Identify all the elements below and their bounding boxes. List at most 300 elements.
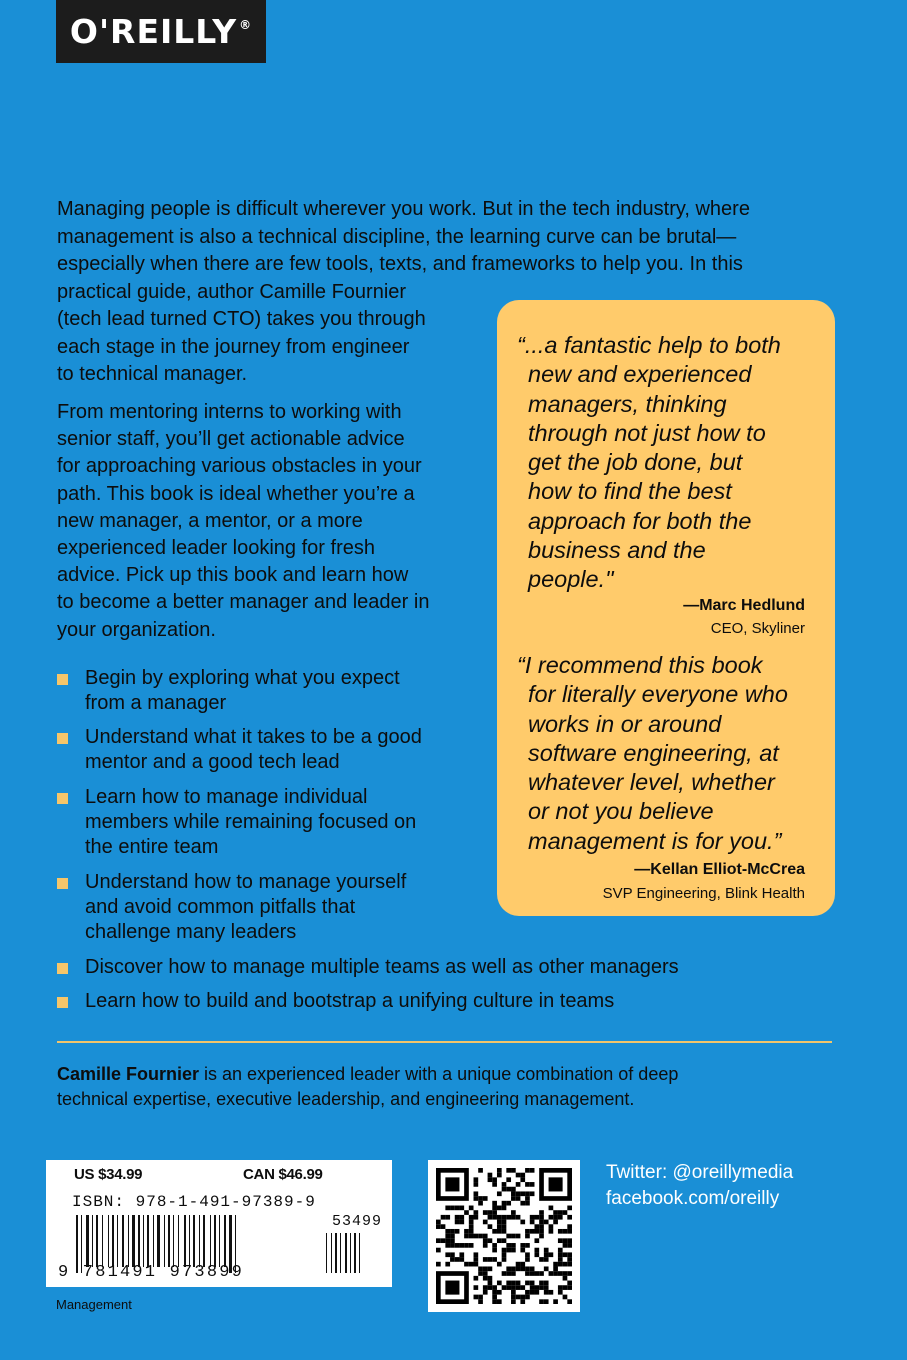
qr-module (506, 1266, 511, 1271)
qr-module (483, 1266, 488, 1271)
qr-module (483, 1196, 488, 1201)
qr-module (534, 1252, 539, 1257)
qr-module (464, 1243, 469, 1248)
description-line: new manager, a mentor, or a more (57, 509, 363, 532)
qr-module (567, 1281, 572, 1286)
bullet-square-icon (57, 793, 68, 804)
qr-module (520, 1177, 525, 1182)
qr-module (497, 1238, 502, 1243)
qr-module (497, 1168, 502, 1173)
barcode-bar (128, 1215, 129, 1267)
qr-module (563, 1271, 568, 1276)
qr-module (530, 1290, 535, 1295)
intro-line: Managing people is difficult wherever you work. But in the tech industry, where (57, 198, 750, 220)
qr-module (455, 1206, 460, 1211)
qr-module (544, 1266, 549, 1271)
qr-module (539, 1257, 544, 1262)
quote-line: “I recommend this book (517, 652, 763, 678)
qr-module (488, 1224, 493, 1229)
qr-module (567, 1252, 572, 1257)
qr-module (445, 1238, 450, 1243)
qr-module (530, 1215, 535, 1220)
qr-module (525, 1182, 530, 1187)
qr-module (558, 1257, 563, 1262)
description-line: your organization. (57, 618, 216, 641)
list-item-line: Understand how to manage yourself (85, 871, 407, 893)
qr-module (502, 1285, 507, 1290)
barcode-addon-bar (326, 1233, 327, 1273)
qr-module (474, 1257, 479, 1262)
qr-module (511, 1290, 516, 1295)
qr-module (483, 1220, 488, 1225)
qr-module (441, 1215, 446, 1220)
qr-module (478, 1234, 483, 1239)
qr-module (511, 1168, 516, 1173)
qr-module (478, 1196, 483, 1201)
barcode-bar (219, 1215, 220, 1267)
list-item-line: the entire team (85, 836, 219, 858)
qr-module (492, 1229, 497, 1234)
barcode-addon-bar (331, 1233, 332, 1273)
description-line: experienced leader looking for fresh (57, 537, 375, 560)
bullet-square-icon (57, 963, 68, 974)
intro-line: management is also a technical discipline, the learning curve can be brutal— (57, 225, 737, 248)
quote-line: for literally everyone who (528, 681, 788, 708)
qr-module (502, 1224, 507, 1229)
qr-module (441, 1238, 446, 1243)
qr-module (525, 1257, 530, 1262)
qr-module (436, 1238, 441, 1243)
qr-module (502, 1206, 507, 1211)
list-item-line: Learn how to manage individual (85, 786, 368, 808)
qr-module (502, 1248, 507, 1253)
qr-module (436, 1224, 441, 1229)
registered-mark: ® (239, 17, 253, 32)
qr-module (464, 1210, 469, 1215)
qr-module (459, 1206, 464, 1211)
qr-module (445, 1215, 450, 1220)
qr-module (511, 1191, 516, 1196)
qr-module (516, 1182, 521, 1187)
qr-module (497, 1262, 502, 1267)
qr-finder-center (445, 1177, 459, 1191)
qr-module (506, 1271, 511, 1276)
list-item-line: from a manager (85, 692, 227, 714)
qr-module (558, 1271, 563, 1276)
intro-line: practical guide, author Camille Fournier (57, 280, 407, 303)
qr-module (511, 1271, 516, 1276)
barcode-bar (157, 1215, 160, 1267)
qr-module (530, 1266, 535, 1271)
qr-module (459, 1252, 464, 1257)
barcode-addon-bar (354, 1233, 356, 1273)
barcode-bar (184, 1215, 186, 1267)
qr-module (553, 1299, 558, 1304)
qr-module (492, 1210, 497, 1215)
qr-module (506, 1285, 511, 1290)
quote-line: software engineering, at (528, 739, 779, 766)
qr-module (488, 1281, 493, 1286)
qr-module (492, 1182, 497, 1187)
intro-line: each stage in the journey from engineer (57, 335, 410, 358)
qr-module (567, 1224, 572, 1229)
qr-module (511, 1243, 516, 1248)
qr-module (549, 1206, 554, 1211)
qr-module (525, 1234, 530, 1239)
qr-module (441, 1224, 446, 1229)
barcode-bar (214, 1215, 216, 1267)
description-line: advice. Pick up this book and learn how (57, 564, 409, 587)
qr-module (511, 1285, 516, 1290)
list-item-line: Begin by exploring what you expect (85, 667, 400, 689)
qr-module (506, 1168, 511, 1173)
intro-line: (tech lead turned CTO) takes you through (57, 308, 426, 330)
qr-module (530, 1281, 535, 1286)
category-label: Management (56, 1297, 132, 1312)
qr-module (497, 1299, 502, 1304)
qr-module (530, 1220, 535, 1225)
qr-module (445, 1206, 450, 1211)
qr-module (497, 1215, 502, 1220)
quote-line: get the job done, but (528, 449, 743, 476)
qr-module (516, 1173, 521, 1178)
qr-module (544, 1285, 549, 1290)
qr-module (506, 1248, 511, 1253)
barcode-addon-bar (340, 1233, 341, 1273)
qr-module (558, 1252, 563, 1257)
barcode-bar (108, 1215, 109, 1267)
description-line: for approaching various obstacles in your (57, 455, 422, 478)
qr-module (520, 1299, 525, 1304)
qr-module (478, 1295, 483, 1300)
qr-module (534, 1271, 539, 1276)
qr-module (525, 1290, 530, 1295)
qr-module (488, 1238, 493, 1243)
quote-author-title: CEO, Skyliner (710, 620, 805, 637)
qr-module (516, 1234, 521, 1239)
qr-module (534, 1215, 539, 1220)
qr-module (534, 1238, 539, 1243)
qr-module (553, 1266, 558, 1271)
qr-module (497, 1281, 502, 1286)
qr-module (553, 1210, 558, 1215)
qr-module (530, 1191, 535, 1196)
barcode-bar (86, 1215, 89, 1267)
qr-module (478, 1299, 483, 1304)
qr-module (530, 1285, 535, 1290)
quote-line: approach for both the (528, 507, 752, 534)
qr-module (525, 1201, 530, 1206)
testimonial-quote (517, 651, 817, 856)
qr-module (539, 1285, 544, 1290)
qr-module (549, 1224, 554, 1229)
qr-module (506, 1243, 511, 1248)
qr-module (567, 1262, 572, 1267)
list-item-line: Discover how to manage multiple teams as well as other managers (85, 956, 679, 978)
qr-module (450, 1252, 455, 1257)
qr-module (492, 1201, 497, 1206)
qr-module (502, 1215, 507, 1220)
intro-line: to technical manager. (57, 363, 248, 385)
qr-module (563, 1229, 568, 1234)
qr-module (520, 1266, 525, 1271)
divider (57, 1041, 832, 1043)
author-bio-text: is an experienced leader with a unique combination of deep (199, 1064, 679, 1084)
qr-module (492, 1206, 497, 1211)
qr-module (525, 1196, 530, 1201)
qr-module (445, 1234, 450, 1239)
qr-module (567, 1285, 572, 1290)
qr-module (474, 1234, 479, 1239)
qr-module (544, 1299, 549, 1304)
qr-module (474, 1276, 479, 1281)
qr-module (525, 1252, 530, 1257)
qr-module (544, 1257, 549, 1262)
description-line: to become a better manager and leader in (57, 591, 430, 614)
qr-module (478, 1271, 483, 1276)
barcode-addon-digits: 53499 (332, 1213, 383, 1230)
qr-module (492, 1299, 497, 1304)
qr-module (530, 1271, 535, 1276)
qr-finder-center (445, 1281, 459, 1295)
qr-module (502, 1220, 507, 1225)
qr-module (506, 1234, 511, 1239)
qr-module (558, 1215, 563, 1220)
barcode-addon-bar (359, 1233, 360, 1273)
qr-module (525, 1271, 530, 1276)
qr-module (567, 1238, 572, 1243)
qr-module (544, 1281, 549, 1286)
quote-author: —Marc Hedlund (683, 597, 805, 614)
barcode-bar (224, 1215, 226, 1267)
list-item-line: challenge many leaders (85, 921, 297, 943)
qr-module (516, 1295, 521, 1300)
qr-module (450, 1229, 455, 1234)
qr-module (539, 1299, 544, 1304)
barcode-bar (132, 1215, 135, 1267)
barcode-addon-bar (345, 1233, 347, 1273)
qr-module (497, 1229, 502, 1234)
barcode-bar (117, 1215, 118, 1267)
qr-module (520, 1262, 525, 1267)
qr-module (563, 1238, 568, 1243)
qr-module (455, 1243, 460, 1248)
qr-module (478, 1201, 483, 1206)
qr-module (539, 1234, 544, 1239)
description-line: path. This book is ideal whether you’re a (57, 482, 415, 505)
qr-module (553, 1262, 558, 1267)
qr-module (474, 1252, 479, 1257)
barcode-bar (92, 1215, 93, 1267)
qr-module (474, 1285, 479, 1290)
qr-module (511, 1248, 516, 1253)
qr-module (516, 1191, 521, 1196)
logo-text: O'REILLY (69, 12, 238, 51)
qr-module (474, 1262, 479, 1267)
qr-module (469, 1243, 474, 1248)
quote-line: business and the (528, 537, 706, 564)
qr-module (520, 1285, 525, 1290)
barcode-bar (153, 1215, 154, 1267)
qr-module (549, 1271, 554, 1276)
qr-module (445, 1243, 450, 1248)
qr-module (497, 1173, 502, 1178)
qr-module (520, 1191, 525, 1196)
qr-module (506, 1215, 511, 1220)
barcode-bar (122, 1215, 124, 1267)
bullet-square-icon (57, 878, 68, 889)
qr-module (534, 1290, 539, 1295)
qr-module (502, 1252, 507, 1257)
qr-module (516, 1215, 521, 1220)
barcode-bar (178, 1215, 179, 1267)
qr-module (520, 1295, 525, 1300)
qr-module (567, 1257, 572, 1262)
qr-module (534, 1224, 539, 1229)
qr-module (450, 1206, 455, 1211)
quote-line: new and experienced (528, 361, 752, 388)
barcode-bar (138, 1215, 140, 1267)
description-line: From mentoring interns to working with (57, 401, 402, 423)
price-us: US $34.99 (74, 1166, 143, 1183)
qr-module (497, 1290, 502, 1295)
qr-module (492, 1243, 497, 1248)
qr-module (549, 1290, 554, 1295)
qr-module (488, 1177, 493, 1182)
qr-module (567, 1206, 572, 1211)
qr-module (520, 1201, 525, 1206)
qr-module (553, 1220, 558, 1225)
qr-module (530, 1229, 535, 1234)
barcode-bar (189, 1215, 190, 1267)
quote-author: —Kellan Elliot-McCrea (634, 861, 805, 878)
qr-module (516, 1196, 521, 1201)
qr-module (445, 1229, 450, 1234)
qr-module (474, 1196, 479, 1201)
qr-module (511, 1215, 516, 1220)
qr-module (436, 1248, 441, 1253)
qr-module (459, 1215, 464, 1220)
qr-module (539, 1224, 544, 1229)
qr-module (516, 1262, 521, 1267)
qr-module (563, 1276, 568, 1281)
qr-module (455, 1257, 460, 1262)
qr-module (483, 1210, 488, 1215)
qr-module (488, 1173, 493, 1178)
qr-module (516, 1266, 521, 1271)
qr-module (539, 1210, 544, 1215)
qr-module (474, 1295, 479, 1300)
intro-line: especially when there are few tools, texts, and frameworks to help you. In this (57, 253, 743, 275)
bullet-square-icon (57, 997, 68, 1008)
quote-line: how to find the best (528, 478, 732, 505)
quote-author-title: SVP Engineering, Blink Health (602, 885, 805, 902)
qr-module (497, 1206, 502, 1211)
qr-module (464, 1229, 469, 1234)
list-item-line: and avoid common pitfalls that (85, 896, 356, 918)
qr-module (530, 1168, 535, 1173)
barcode-bar (199, 1215, 200, 1267)
qr-code-icon (436, 1168, 572, 1304)
barcode-digits: 9 781491 973899 (58, 1263, 245, 1282)
qr-module (520, 1220, 525, 1225)
qr-module (483, 1276, 488, 1281)
barcode-bar (168, 1215, 170, 1267)
qr-module (563, 1295, 568, 1300)
qr-module (455, 1215, 460, 1220)
qr-module (525, 1191, 530, 1196)
qr-module (474, 1210, 479, 1215)
qr-module (469, 1262, 474, 1267)
qr-module (492, 1285, 497, 1290)
qr-module (558, 1229, 563, 1234)
qr-module (539, 1215, 544, 1220)
qr-module (516, 1285, 521, 1290)
facebook-link[interactable]: facebook.com/oreilly (606, 1188, 780, 1209)
qr-module (459, 1220, 464, 1225)
qr-module (558, 1248, 563, 1253)
qr-module (567, 1299, 572, 1304)
barcode-addon-bar (335, 1233, 337, 1273)
qr-module (558, 1285, 563, 1290)
qr-module (525, 1243, 530, 1248)
qr-module (520, 1173, 525, 1178)
qr-module (492, 1257, 497, 1262)
qr-module (558, 1238, 563, 1243)
barcode-bar (143, 1215, 144, 1267)
qr-module (502, 1201, 507, 1206)
barcode-bar (173, 1215, 174, 1267)
qr-module (544, 1220, 549, 1225)
quote-line: through not just how to (528, 419, 766, 446)
qr-module (492, 1290, 497, 1295)
isbn-text: ISBN: 978-1-491-97389-9 (72, 1193, 316, 1211)
qr-module (567, 1229, 572, 1234)
qr-module (450, 1243, 455, 1248)
quote-line: whatever level, whether (528, 769, 775, 796)
qr-module (469, 1229, 474, 1234)
price-can: CAN $46.99 (243, 1166, 323, 1183)
testimonial-quote (517, 331, 817, 595)
qr-module (502, 1238, 507, 1243)
qr-module (502, 1271, 507, 1276)
list-item-line: members while remaining focused on (85, 811, 417, 833)
qr-module (516, 1281, 521, 1286)
qr-module (474, 1177, 479, 1182)
barcode-bar (210, 1215, 211, 1267)
twitter-link[interactable]: Twitter: @oreillymedia (606, 1162, 794, 1183)
qr-module (488, 1210, 493, 1215)
quote-line: works in or around (528, 710, 722, 737)
qr-module (506, 1177, 511, 1182)
list-item-line: Understand what it takes to be a good (85, 726, 422, 748)
barcode-bar (112, 1215, 114, 1267)
bullet-square-icon (57, 674, 68, 685)
author-bio (57, 1062, 847, 1112)
qr-module (450, 1234, 455, 1239)
qr-module (464, 1262, 469, 1267)
qr-module (502, 1229, 507, 1234)
qr-module (511, 1196, 516, 1201)
qr-module (469, 1224, 474, 1229)
barcode-addon-bar (350, 1233, 351, 1273)
quote-line: “...a fantastic help to both (517, 332, 781, 358)
qr-module (558, 1290, 563, 1295)
qr-module (450, 1257, 455, 1262)
qr-module (511, 1210, 516, 1215)
qr-module (492, 1248, 497, 1253)
qr-module (544, 1248, 549, 1253)
